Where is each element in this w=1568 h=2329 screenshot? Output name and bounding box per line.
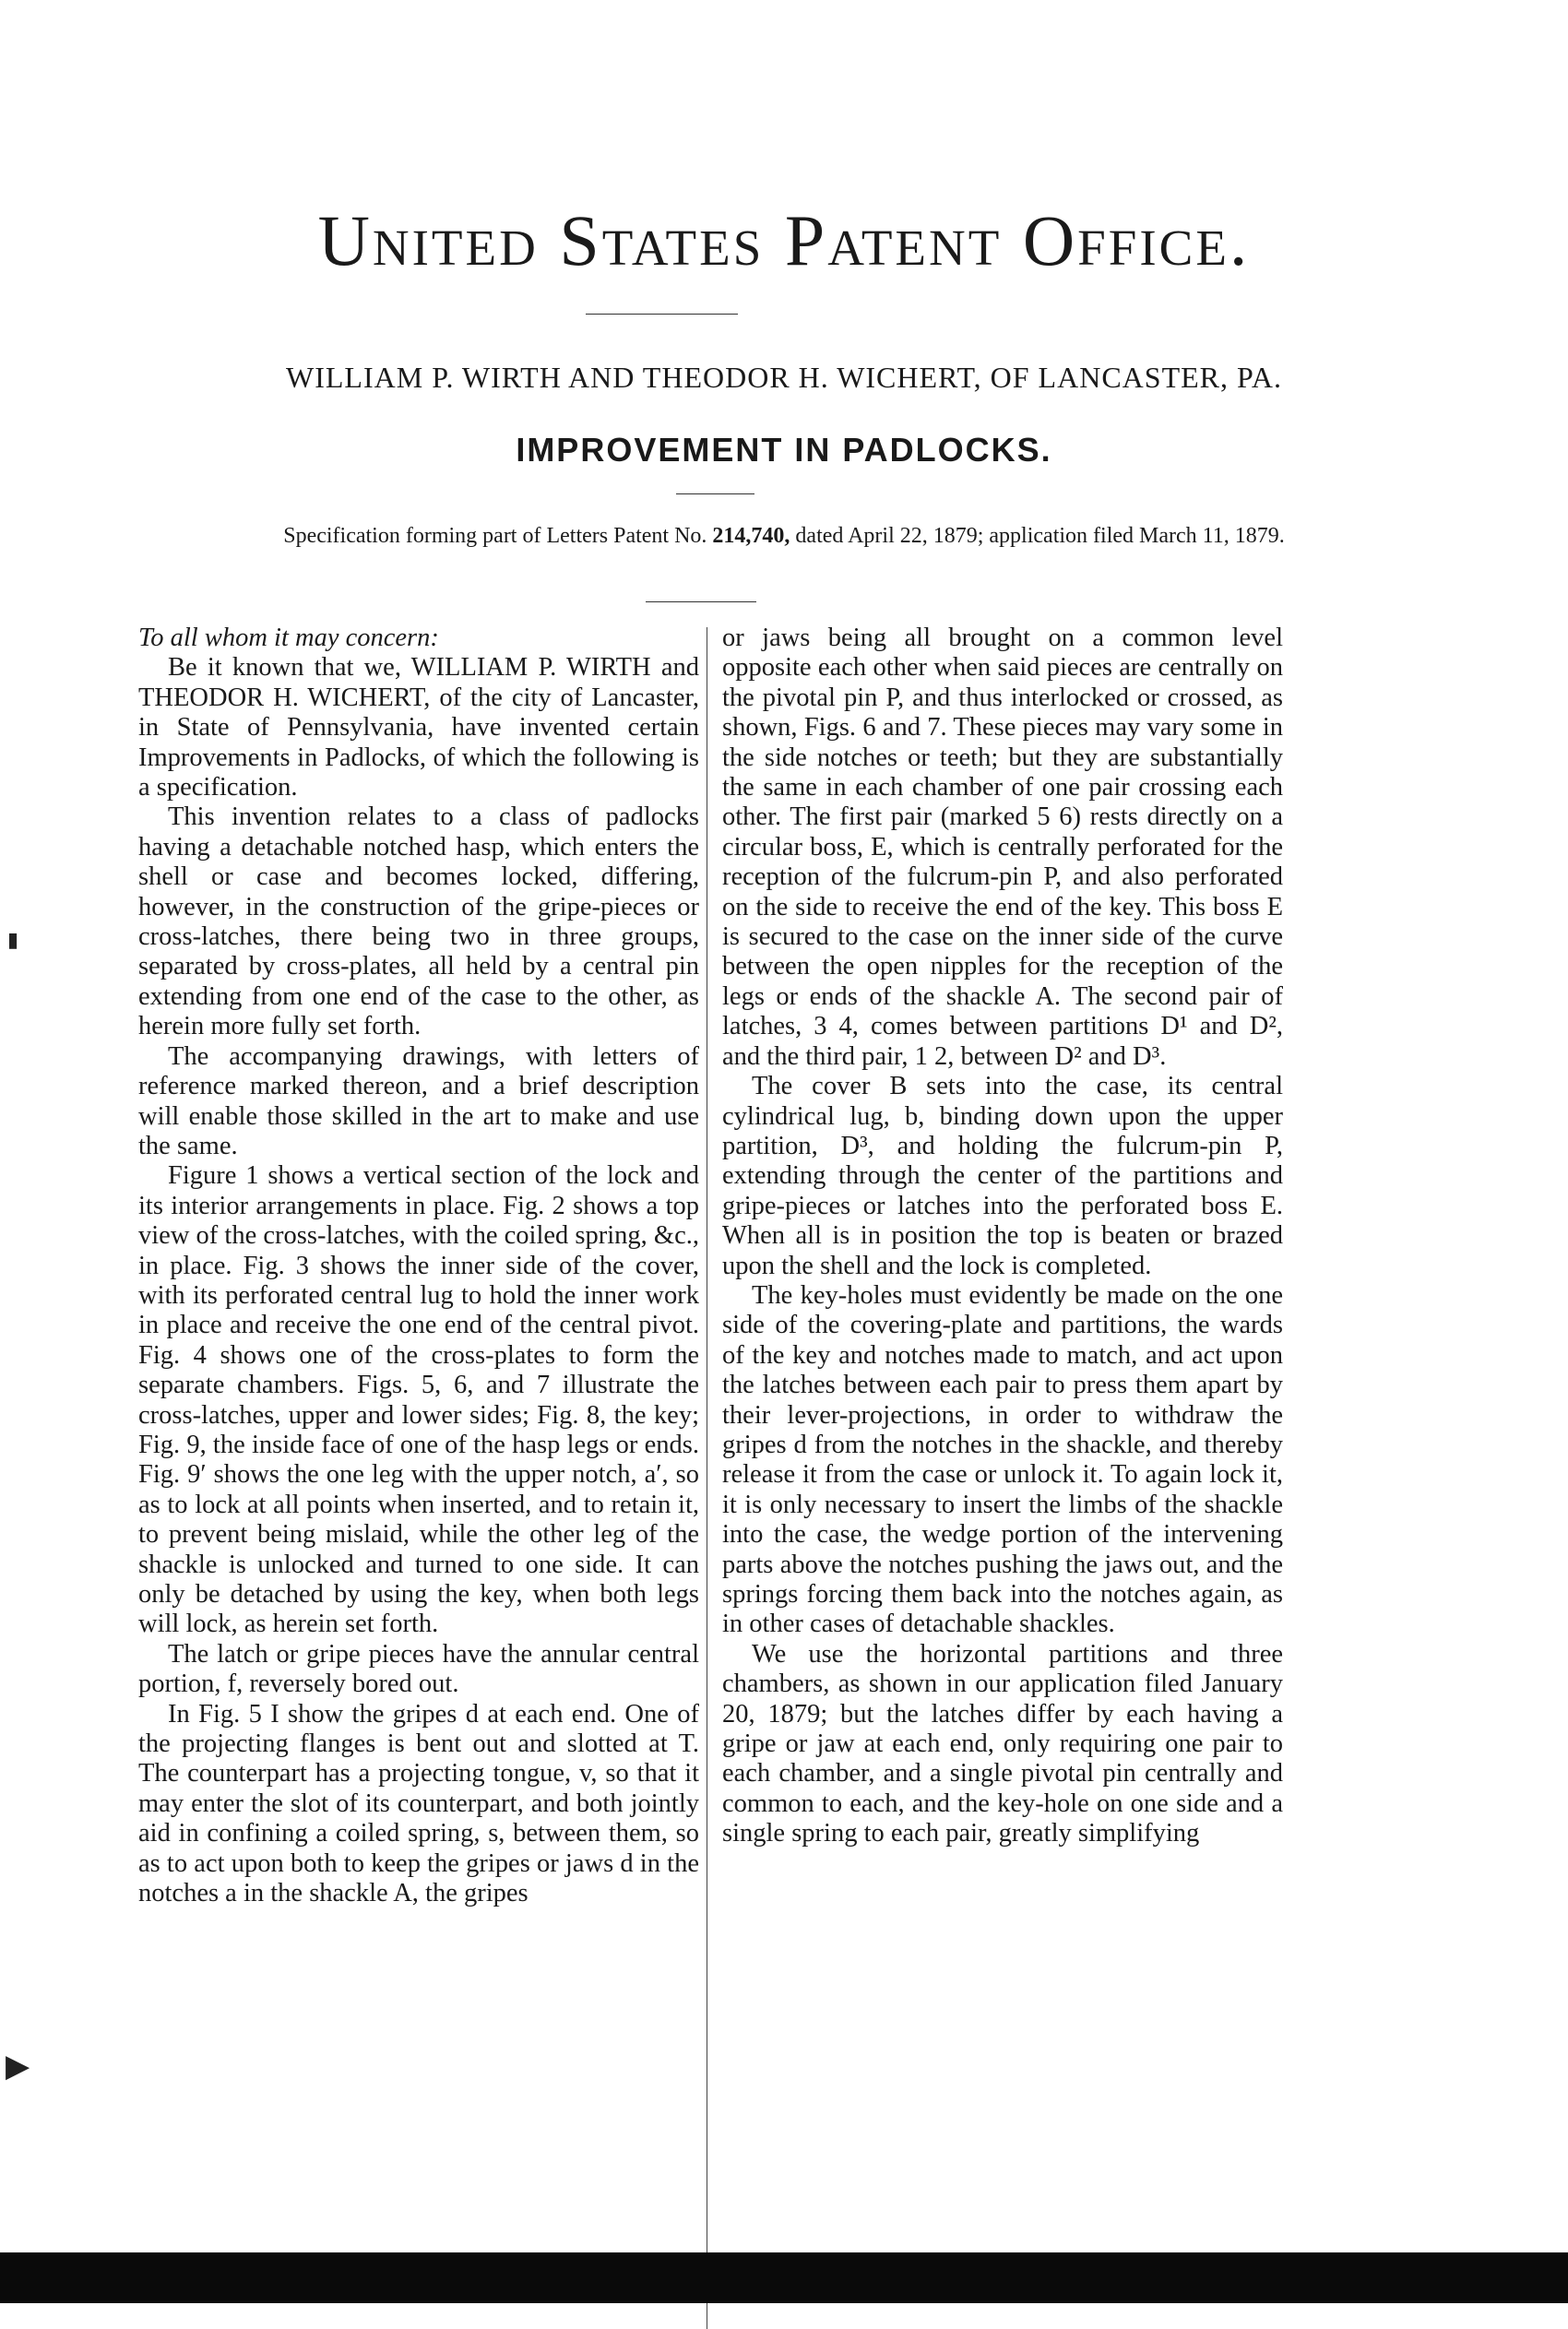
patent-number: 214,740, <box>712 524 790 548</box>
spec-prefix: Specification forming part of Letters Patent No. <box>283 524 707 548</box>
paragraph: This invention relates to a class of padlocks having a detachable notched hasp, which enters the shell or case and becomes locked, differing, however, in the construction of the gripe-pieces or cross-latches, there being two in three groups, separated by cross-plates, all held by a central pin extending from one end of the case to the other, as herein more fully set forth. <box>138 802 699 1041</box>
inventors-line: WILLIAM P. WIRTH AND THEODOR H. WICHERT, OF LANCASTER, PA. <box>286 361 1282 394</box>
left-column <box>138 624 699 1908</box>
divider-rule <box>676 493 754 494</box>
scan-bottom-band <box>0 2252 1568 2303</box>
paragraph: Figure 1 shows a vertical section of the lock and its interior arrangements in place. Fig. 2 shows a top view of the cross-latches, with the coiled spring, &c., in place. Fig. 3 shows the inner side of the cover, with its perforated central lug to hold the inner work in place and receive the one end of the central pivot. Fig. 4 shows one of the cross-plates to form the separate chambers. Figs. 5, 6, and 7 illustrate the cross-latches, upper and lower sides; Fig. 8, the key; Fig. 9, the inside face of one of the hasp legs or ends. Fig. 9′ shows the one leg with the upper notch, a′, so as to lock at all points when inserted, and to retain it, to prevent being mislaid, while the other leg of the shackle is unlocked and turned to one side. It can only be detached by using the key, when both legs will lock, as herein set forth. <box>138 1161 699 1639</box>
paragraph: Be it known that we, WILLIAM P. WIRTH and THEODOR H. WICHERT, of the city of Lancaster, in State of Pennsylvania, have invented certain Improvements in Padlocks, of which the following is a specification. <box>138 653 699 802</box>
office-title: United States Patent Office. <box>317 200 1251 280</box>
paragraph: The key-holes must evidently be made on the one side of the covering-plate and partitions, the wards of the key and notches made to match, and act upon the latches between each pair to press them apart by their lever-projections, in order to withdraw the gripes d from the notches in the shackle, and thereby release it from the case or unlock it. To again lock it, it is only necessary to insert the limbs of the shackle into the case, the wedge portion of the intervening parts above the notches pushing the jaws out, and the springs forcing them back into the notches again, as in other cases of detachable shackles. <box>722 1280 1283 1639</box>
salutation: To all whom it may concern: <box>138 624 439 652</box>
paragraph: We use the horizontal partitions and three chambers, as shown in our application filed January 20, 1879; but the latches differ by each having a gripe or jaw at each end, only requiring one pair to each chamber, and a single pivotal pin centrally and common to each, and the key-hole on one side and a single spring to each pair, greatly simplifying <box>722 1639 1283 1848</box>
divider-rule <box>586 314 738 315</box>
spec-suffix: dated April 22, 1879; application filed March 11, 1879. <box>795 524 1285 548</box>
margin-mark: ▶ <box>6 2050 30 2084</box>
paragraph: The latch or gripe pieces have the annular central portion, f, reversely bored out. <box>138 1639 699 1699</box>
paragraph: or jaws being all brought on a common level opposite each other when said pieces are centrally on the pivotal pin P, and thus interlocked or crossed, as shown, Figs. 6 and 7. These pieces may vary some in the side notches or teeth; but they are substantially the same in each chamber of one pair crossing each other. The first pair (marked 5 6) rests directly on a circular boss, E, which is centrally perforated for the reception of the fulcrum-pin P, and also perforated on the side to receive the end of the key. This boss E is secured to the case on the inner side of the curve between the open nipples for the reception of the legs or ends of the shackle A. The second pair of latches, 3 4, comes between partitions D¹ and D², and the third pair, 1 2, between D² and D³. <box>722 624 1283 1071</box>
right-column <box>722 624 1283 1849</box>
patent-subject: IMPROVEMENT IN PADLOCKS. <box>516 431 1052 469</box>
specification-line <box>203 522 1365 551</box>
margin-mark: ▮ <box>7 928 19 951</box>
paragraph: The cover B sets into the case, its central cylindrical lug, b, binding down upon the upper partition, D³, and holding the fulcrum-pin P, extending through the center of the partitions and gripe-pieces or latches into the perforated boss E. When all is in position the top is beaten or brazed upon the shell and the lock is completed. <box>722 1072 1283 1280</box>
divider-rule <box>646 601 756 602</box>
paragraph: In Fig. 5 I show the gripes d at each end. One of the projecting flanges is bent out and slotted at T. The counterpart has a projecting tongue, v, so that it may enter the slot of its counterpart, and both jointly aid in confining a coiled spring, s, between them, so as to act upon both to keep the gripes or jaws d in the notches a in the shackle A, the gripes <box>138 1699 699 1908</box>
paragraph: The accompanying drawings, with letters of reference marked thereon, and a brief description will enable those skilled in the art to make and use the same. <box>138 1041 699 1160</box>
